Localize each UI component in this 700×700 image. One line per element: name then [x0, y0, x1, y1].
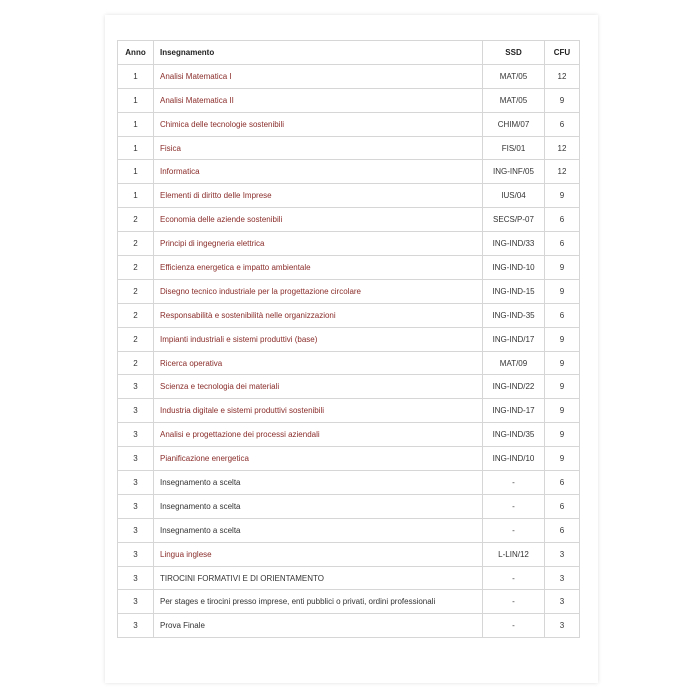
cell-ssd: IUS/04 [483, 184, 545, 208]
cell-insegnamento [154, 256, 483, 280]
cell-insegnamento [154, 88, 483, 112]
cell-insegnamento [154, 351, 483, 375]
table-row [118, 614, 580, 638]
cell-cfu: 9 [545, 327, 580, 351]
cell-anno: 3 [118, 590, 154, 614]
cell-ssd: - [483, 590, 545, 614]
cell-anno: 3 [118, 566, 154, 590]
cell-ssd: - [483, 566, 545, 590]
cell-cfu: 12 [545, 160, 580, 184]
cell-anno: 2 [118, 256, 154, 280]
cell-cfu: 6 [545, 112, 580, 136]
cell-ssd: SECS/P-07 [483, 208, 545, 232]
cell-insegnamento [154, 566, 483, 590]
cell-anno: 3 [118, 375, 154, 399]
cell-ssd: - [483, 614, 545, 638]
cell-cfu: 9 [545, 279, 580, 303]
header-cfu: CFU [545, 41, 580, 65]
header-ssd: SSD [483, 41, 545, 65]
cell-insegnamento [154, 279, 483, 303]
course-link[interactable]: Ricerca operativa [160, 358, 223, 368]
cell-ssd: ING-IND-35 [483, 303, 545, 327]
cell-insegnamento [154, 112, 483, 136]
course-table [117, 40, 580, 638]
table-row [118, 423, 580, 447]
cell-cfu: 9 [545, 375, 580, 399]
course-link[interactable]: Pianificazione energetica [160, 454, 249, 464]
course-name: TIROCINI FORMATIVI E DI ORIENTAMENTO [160, 573, 325, 583]
cell-ssd: ING-IND/17 [483, 327, 545, 351]
table-row [118, 208, 580, 232]
cell-ssd: FIS/01 [483, 136, 545, 160]
course-name: Insegnamento a scelta [160, 525, 241, 535]
cell-ssd: ING-IND-17 [483, 399, 545, 423]
table-row [118, 566, 580, 590]
course-link[interactable]: Lingua inglese [160, 549, 212, 559]
cell-insegnamento [154, 64, 483, 88]
table-row [118, 471, 580, 495]
cell-insegnamento [154, 423, 483, 447]
cell-insegnamento [154, 160, 483, 184]
table-row [118, 184, 580, 208]
course-link[interactable]: Informatica [160, 167, 200, 177]
cell-anno: 3 [118, 471, 154, 495]
cell-insegnamento [154, 494, 483, 518]
table-row [118, 112, 580, 136]
cell-insegnamento [154, 399, 483, 423]
course-link[interactable]: Responsabilità e sostenibilità nelle organizzazioni [160, 310, 336, 320]
cell-anno: 2 [118, 351, 154, 375]
cell-ssd: ING-IND/35 [483, 423, 545, 447]
cell-insegnamento [154, 447, 483, 471]
course-link[interactable]: Chimica delle tecnologie sostenibili [160, 119, 285, 129]
course-link[interactable]: Efficienza energetica e impatto ambientale [160, 262, 311, 272]
cell-anno: 1 [118, 88, 154, 112]
table-row [118, 447, 580, 471]
table-row [118, 256, 580, 280]
table-row [118, 542, 580, 566]
table-row [118, 64, 580, 88]
cell-cfu: 9 [545, 447, 580, 471]
course-link[interactable]: Elementi di diritto delle Imprese [160, 191, 272, 201]
cell-cfu: 6 [545, 494, 580, 518]
table-row [118, 303, 580, 327]
course-link[interactable]: Scienza e tecnologia dei materiali [160, 382, 280, 392]
table-header-row [118, 41, 580, 65]
cell-cfu: 3 [545, 542, 580, 566]
course-name: Insegnamento a scelta [160, 501, 241, 511]
cell-ssd: - [483, 494, 545, 518]
cell-ssd: MAT/05 [483, 64, 545, 88]
cell-ssd: ING-IND/33 [483, 232, 545, 256]
cell-anno: 2 [118, 208, 154, 232]
table-row [118, 351, 580, 375]
cell-cfu: 3 [545, 590, 580, 614]
cell-cfu: 3 [545, 614, 580, 638]
cell-insegnamento [154, 232, 483, 256]
table-body [118, 64, 580, 637]
cell-insegnamento [154, 208, 483, 232]
cell-anno: 3 [118, 423, 154, 447]
course-link[interactable]: Disegno tecnico industriale per la progettazione circolare [160, 286, 361, 296]
table-row [118, 375, 580, 399]
cell-anno: 1 [118, 64, 154, 88]
cell-ssd: ING-IND-15 [483, 279, 545, 303]
cell-anno: 3 [118, 518, 154, 542]
cell-cfu: 6 [545, 303, 580, 327]
cell-anno: 3 [118, 447, 154, 471]
course-link[interactable]: Fisica [160, 143, 181, 153]
cell-insegnamento [154, 590, 483, 614]
table-row [118, 160, 580, 184]
course-name: Insegnamento a scelta [160, 477, 241, 487]
course-link[interactable]: Impianti industriali e sistemi produttivi (base) [160, 334, 318, 344]
table-row [118, 327, 580, 351]
table-row [118, 232, 580, 256]
cell-ssd: - [483, 518, 545, 542]
course-link[interactable]: Principi di ingegneria elettrica [160, 239, 265, 249]
cell-cfu: 9 [545, 423, 580, 447]
header-insegnamento: Insegnamento [154, 41, 483, 65]
cell-anno: 2 [118, 279, 154, 303]
cell-ssd: ING-IND/22 [483, 375, 545, 399]
cell-cfu: 9 [545, 88, 580, 112]
course-name: Prova Finale [160, 621, 205, 631]
cell-cfu: 6 [545, 232, 580, 256]
cell-anno: 2 [118, 232, 154, 256]
cell-anno: 2 [118, 303, 154, 327]
table-row [118, 136, 580, 160]
course-link[interactable]: Analisi Matematica I [160, 71, 232, 81]
cell-ssd: ING-IND/10 [483, 447, 545, 471]
cell-anno: 1 [118, 184, 154, 208]
cell-ssd: - [483, 471, 545, 495]
cell-anno: 2 [118, 327, 154, 351]
course-link[interactable]: Analisi e progettazione dei processi aziendali [160, 430, 320, 440]
table-row [118, 279, 580, 303]
cell-insegnamento [154, 471, 483, 495]
course-plan-card [105, 15, 598, 683]
cell-insegnamento [154, 518, 483, 542]
cell-insegnamento [154, 136, 483, 160]
cell-cfu: 12 [545, 64, 580, 88]
cell-anno: 3 [118, 494, 154, 518]
cell-insegnamento [154, 375, 483, 399]
cell-anno: 3 [118, 399, 154, 423]
cell-cfu: 9 [545, 351, 580, 375]
cell-insegnamento [154, 542, 483, 566]
course-link[interactable]: Analisi Matematica II [160, 95, 234, 105]
cell-ssd: L-LIN/12 [483, 542, 545, 566]
cell-ssd: MAT/05 [483, 88, 545, 112]
cell-insegnamento [154, 614, 483, 638]
cell-cfu: 6 [545, 208, 580, 232]
cell-ssd: CHIM/07 [483, 112, 545, 136]
table-row [118, 494, 580, 518]
table-row [118, 590, 580, 614]
cell-ssd: ING-INF/05 [483, 160, 545, 184]
cell-ssd: MAT/09 [483, 351, 545, 375]
cell-anno: 3 [118, 542, 154, 566]
cell-cfu: 12 [545, 136, 580, 160]
cell-cfu: 9 [545, 399, 580, 423]
cell-cfu: 3 [545, 566, 580, 590]
course-link[interactable]: Industria digitale e sistemi produttivi sostenibili [160, 406, 325, 416]
course-link[interactable]: Economia delle aziende sostenibili [160, 215, 283, 225]
cell-insegnamento [154, 184, 483, 208]
cell-anno: 1 [118, 160, 154, 184]
cell-anno: 1 [118, 112, 154, 136]
cell-ssd: ING-IND-10 [483, 256, 545, 280]
cell-cfu: 9 [545, 256, 580, 280]
cell-anno: 1 [118, 136, 154, 160]
cell-cfu: 9 [545, 184, 580, 208]
cell-anno: 3 [118, 614, 154, 638]
table-row [118, 88, 580, 112]
cell-cfu: 6 [545, 518, 580, 542]
cell-insegnamento [154, 303, 483, 327]
course-name: Per stages e tirocini presso imprese, enti pubblici o privati, ordini professionali [160, 597, 436, 607]
header-anno: Anno [118, 41, 154, 65]
table-row [118, 518, 580, 542]
cell-cfu: 6 [545, 471, 580, 495]
cell-insegnamento [154, 327, 483, 351]
table-row [118, 399, 580, 423]
